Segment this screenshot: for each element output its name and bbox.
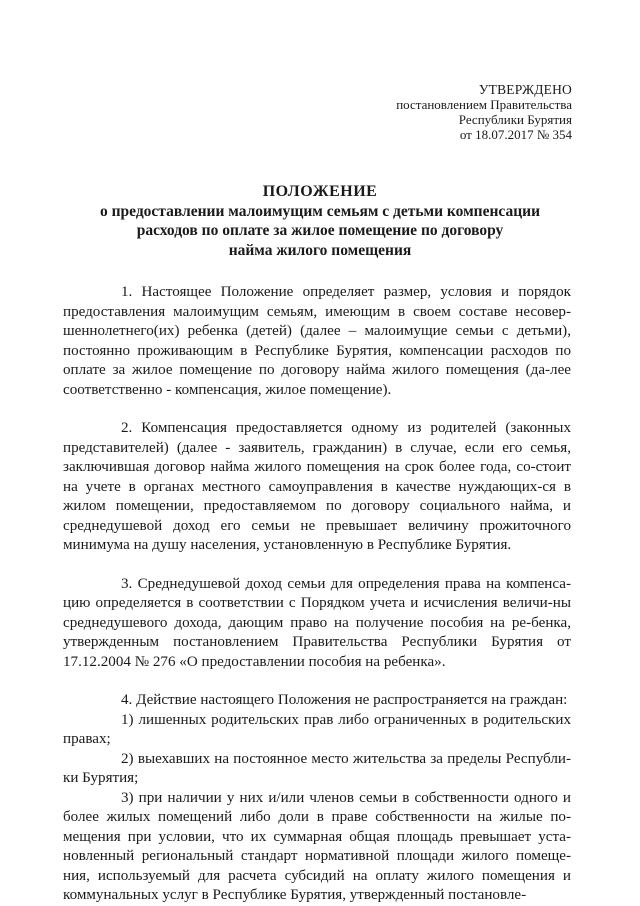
approval-heading: УТВЕРЖДЕНО [478,82,572,97]
paragraph-1: 1. Настоящее Положение определяет размер, условия и порядок предоставления малоимущим семьям, имеющим в своем составе несовер-шеннолетнего(их) ребенка (детей) (далее – малоимущие семьи с детьми), постоянно проживающим в Республике Бурятия, компенсации расходов по оплате за жилое помещение по договору найма жилого помещения (да-лее соответственно - компенсация, жилое помещение). [63,284,571,398]
approval-region: Республики Бурятия [458,112,572,127]
document-body [63,283,571,906]
paragraph-3: 3. Среднедушевой доход семьи для определения права на компенса-цию определяется в соответствии с Порядком учета и исчисления величи-ны среднедушевого дохода, дающим право на получение пособия на ре-бенка, утвержденным постановлением Правительства Республики Бурятия от 17.12.2004 № 276 «О предоставлении пособия на ребенка». [63,575,571,670]
document-subtitle-line-3: найма жилого помещения [228,241,412,259]
document-title [60,182,580,260]
paragraph-2: 2. Компенсация предоставляется одному из родителей (законных представителей) (далее - заявитель, гражданин) в случае, если его семья, заключившая договор найма жилого помещения на срок более года, со-стоит на учете в органах местного самоуправления в качестве нуждающих-ся в жилом помещении, предоставляемом по договору социального найма, и среднедушевой доход его семьи не превышает величину прожиточного минимума на душу населения, установленную в Республике Бурятия. [63,420,571,553]
document-title-main: ПОЛОЖЕНИЕ [262,183,378,200]
paragraph-4-item-1: 1) лишенных родительских прав либо ограниченных в родительских правах; [63,711,571,747]
approval-issuer: постановлением Правительства [396,97,572,112]
approval-stamp [396,82,572,142]
paragraph-4-item-3: 3) при наличии у них и/или членов семьи в собственности одного и более жилых помещений либо доли в праве собственности на жилые по-мещения при условии, что их суммарная общая площадь превышает уста-новленный региональный стандарт нормативной площади жилого помеще-ния, используемый для расчета субсидий на оплату жилого помещения и коммунальных услуг в Республике Бурятия, утвержденный постановле- [63,789,571,903]
paragraph-4: 4. Действие настоящего Положения не распространяется на граждан: [121,692,568,708]
paragraph-4-item-2: 2) выехавших на постоянное место жительства за пределы Республи-ки Бурятия; [63,750,571,786]
approval-date-number: от 18.07.2017 № 354 [459,127,572,142]
document-subtitle-line-1: о предоставлении малоимущим семьям с детьми компенсации [99,202,541,220]
document-subtitle-line-2: расходов по оплате за жилое помещение по договору [136,222,504,239]
